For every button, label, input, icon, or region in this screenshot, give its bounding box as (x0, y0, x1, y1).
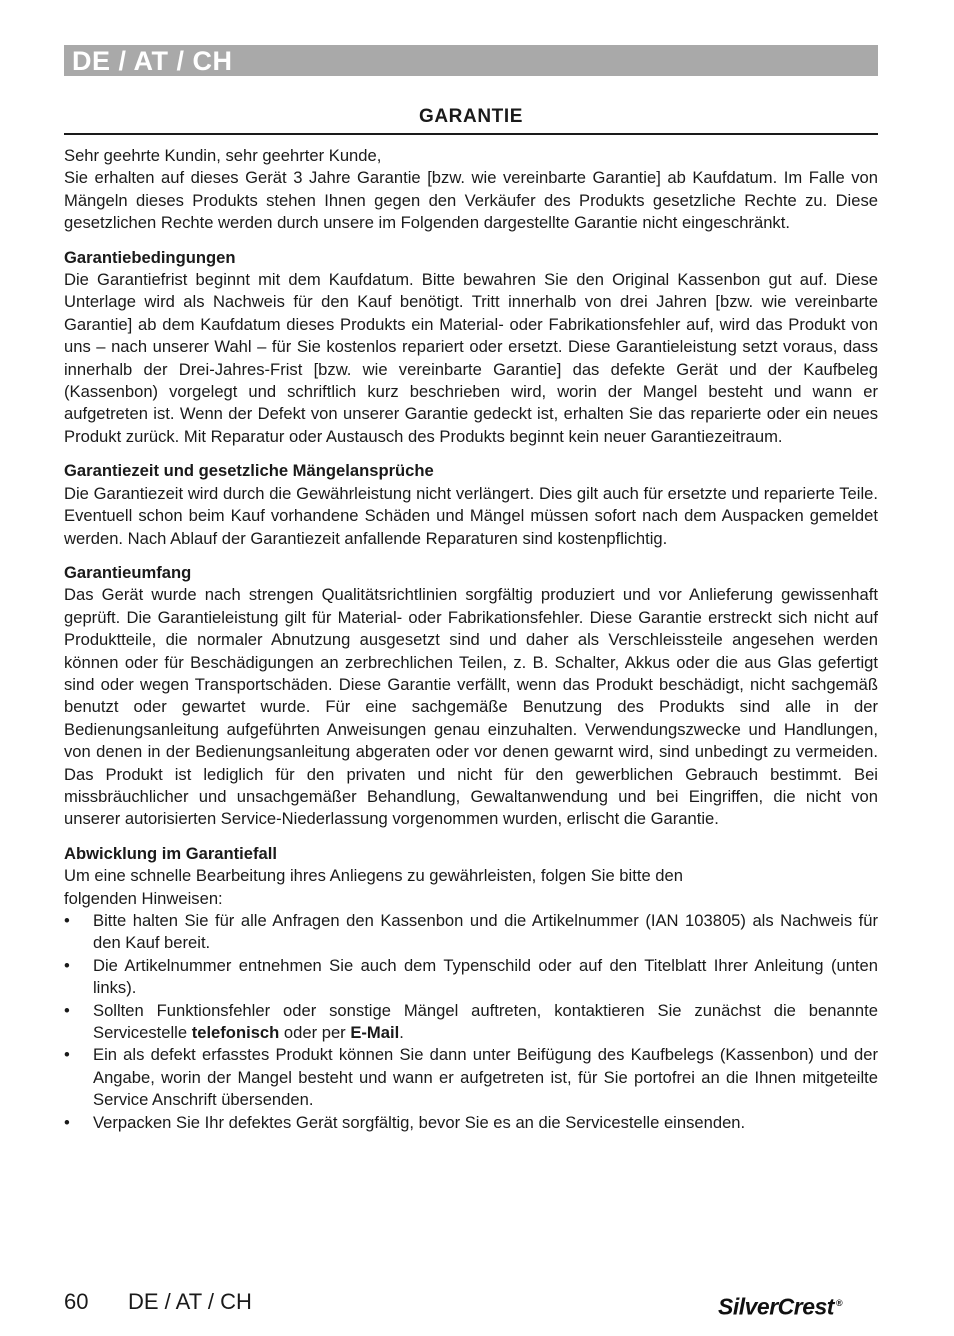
section-warranty-period (64, 460, 878, 550)
list-item (64, 910, 878, 955)
emphasis-phone: telefonisch (191, 1023, 280, 1043)
section-claim-handling (64, 843, 878, 1134)
page-number: 60 (64, 1289, 89, 1314)
bullet-icon: • (64, 1000, 70, 1020)
claim-intro-line2: folgenden Hinweisen: (64, 888, 223, 908)
emphasis-email: E-Mail (350, 1023, 400, 1043)
bullet-icon: • (64, 911, 70, 930)
list-item-text: Die Artikelnummer entnehmen Sie auch dem Typenschild oder auf den Titelblatt Ihrer Anleitung (unten links). (93, 955, 878, 998)
brand-name: SilverCrest (718, 1293, 834, 1320)
header-bar (64, 45, 878, 76)
section-heading: Abwicklung im Garantiefall (64, 843, 277, 863)
list-item-text: Sollten Funktionsfehler oder sonstige Mängel auftreten, kontaktieren Sie zunächst die benannte Servicestelle (93, 1000, 878, 1043)
bullet-icon: • (64, 955, 70, 975)
list-item-text: . (399, 1023, 404, 1043)
list-item (64, 955, 878, 1000)
intro-salutation: Sehr geehrte Kundin, sehr geehrter Kunde, (64, 146, 382, 165)
section-scope (64, 562, 878, 831)
list-item-text: Ein als defekt erfasstes Produkt können Sie dann unter Beifügung des Kaufbelegs (Kassenbon) und der Angabe, worin der Mangel besteht und wann er aufgetreten ist, für Sie portofrei an die Ihnen mitgeteilte Service Anschrift übersenden. (93, 1045, 878, 1110)
section-text: Die Garantiefrist beginnt mit dem Kaufdatum. Bitte bewahren Sie den Original Kassenbon gut auf. Diese Unterlage wird als Nachweis für den Kauf benötigt. Tritt innerhalb von drei Jahren [bzw. wie vereinbarte Garantie] ab dem Kaufdatum dieses Produkts ein Material- oder Fabrikationsfehler auf, wird das Produkt von uns – nach unserer Wahl – für Sie kostenlos repariert oder ersetzt. Diese Garantieleistung setzt voraus, dass innerhalb der Drei-Jahres-Frist [bzw. wie vereinbarte Garantie] das defekte Gerät und der Kaufbeleg (Kassenbon) vorgelegt und schriftlich kurz beschrieben wird, worin der Mangel besteht und wann er aufgetreten ist. Wenn der Defekt von unserer Garantie gedeckt ist, erhalten Sie das reparierte oder ein neues Produkt zurück. Mit Reparatur oder Austausch des Produkts beginnt kein neuer Garantiezeitraum. (64, 270, 878, 446)
list-item (64, 1000, 878, 1045)
section-heading: Garantieumfang (64, 562, 192, 582)
list-item (64, 1112, 878, 1134)
list-item-text: Bitte halten Sie für alle Anfragen den Kassenbon und die Artikelnummer (IAN 103805) als Nachweis für den Kauf bereit. (93, 911, 878, 953)
bullet-icon: • (64, 1045, 70, 1065)
claim-intro-line1: Um eine schnelle Bearbeitung ihres Anliegens zu gewährleisten, folgen Sie bitte den (64, 866, 683, 886)
claim-list (64, 910, 878, 1134)
document-body (64, 145, 878, 1134)
header-region: DE / AT / CH (72, 46, 233, 76)
section-text: Das Gerät wurde nach strengen Qualitätsrichtlinien sorgfältig produziert und vor Anlieferung gewissenhaft geprüft. Die Garantieleistung gilt für Material- oder Fabrikationsfehler. Diese Garantie erstreckt sich nicht auf Produktteile, die normaler Abnutzung ausgesetzt sind und daher als Verschleissteile angesehen werden können oder für Beschädigungen an zerbrechlichen Teilen, z. B. Schalter, Akkus oder die aus Glas gefertigt sind oder wegen Transportschäden. Diese Garantie verfällt, wenn das Produkt beschädigt, nicht sachgemäß benutzt oder gewartet wurde. Für eine sachgemäße Benutzung des Produkts sind alle in der Bedienungsanleitung aufgeführten Anweisungen genau einzuhalten. Verwendungszwecke und Handlungen, von denen in der Bedienungsanleitung abgeraten oder vor denen gewarnt wird, sind unbedingt zu vermeiden. Das Produkt ist lediglich für den privaten und nicht für den gewerblichen Gebrauch bestimmt. Bei missbräuchlicher und unsachgemäßer Behandlung, Gewaltanwendung und bei Eingriffen, die nicht von unserer autorisierten Service-Niederlassung vorgenommen wurden, erlischt die Garantie. (64, 585, 878, 829)
bullet-icon: • (64, 1112, 70, 1132)
list-item (64, 1044, 878, 1111)
section-heading: Garantiebedingungen (64, 247, 236, 267)
list-item-text: Verpacken Sie Ihr defektes Gerät sorgfältig, bevor Sie es an die Servicestelle einsenden. (93, 1112, 746, 1132)
section-heading: Garantiezeit und gesetzliche Mängelansprüche (64, 461, 434, 481)
section-conditions (64, 247, 878, 449)
section-text: Die Garantiezeit wird durch die Gewährleistung nicht verlängert. Dies gilt auch für ersetzte und reparierte Teile. Eventuell schon beim Kauf vorhandene Schäden und Mängel müssen sofort nach dem Auspacken gemeldet werden. Nach Ablauf der Garantiezeit anfallende Reparaturen sind kostenpflichtig. (64, 483, 878, 548)
list-item-text: oder per (279, 1023, 351, 1043)
page-title: GARANTIE (418, 106, 524, 127)
footer-region: DE / AT / CH (128, 1289, 252, 1314)
title-divider (64, 133, 878, 135)
registered-mark: ® (835, 1298, 843, 1308)
brand-logo (718, 1290, 842, 1320)
intro-text: Sie erhalten auf dieses Gerät 3 Jahre Garantie [bzw. wie vereinbarte Garantie] ab Kaufdatum. Im Falle von Mängeln dieses Produkts stehen Ihnen gegen den Verkäufer des Produkts gesetzliche Rechte zu. Diese gesetzlichen Rechte werden durch unsere im Folgenden dargestellte Garantie nicht eingeschränkt. (64, 168, 878, 233)
